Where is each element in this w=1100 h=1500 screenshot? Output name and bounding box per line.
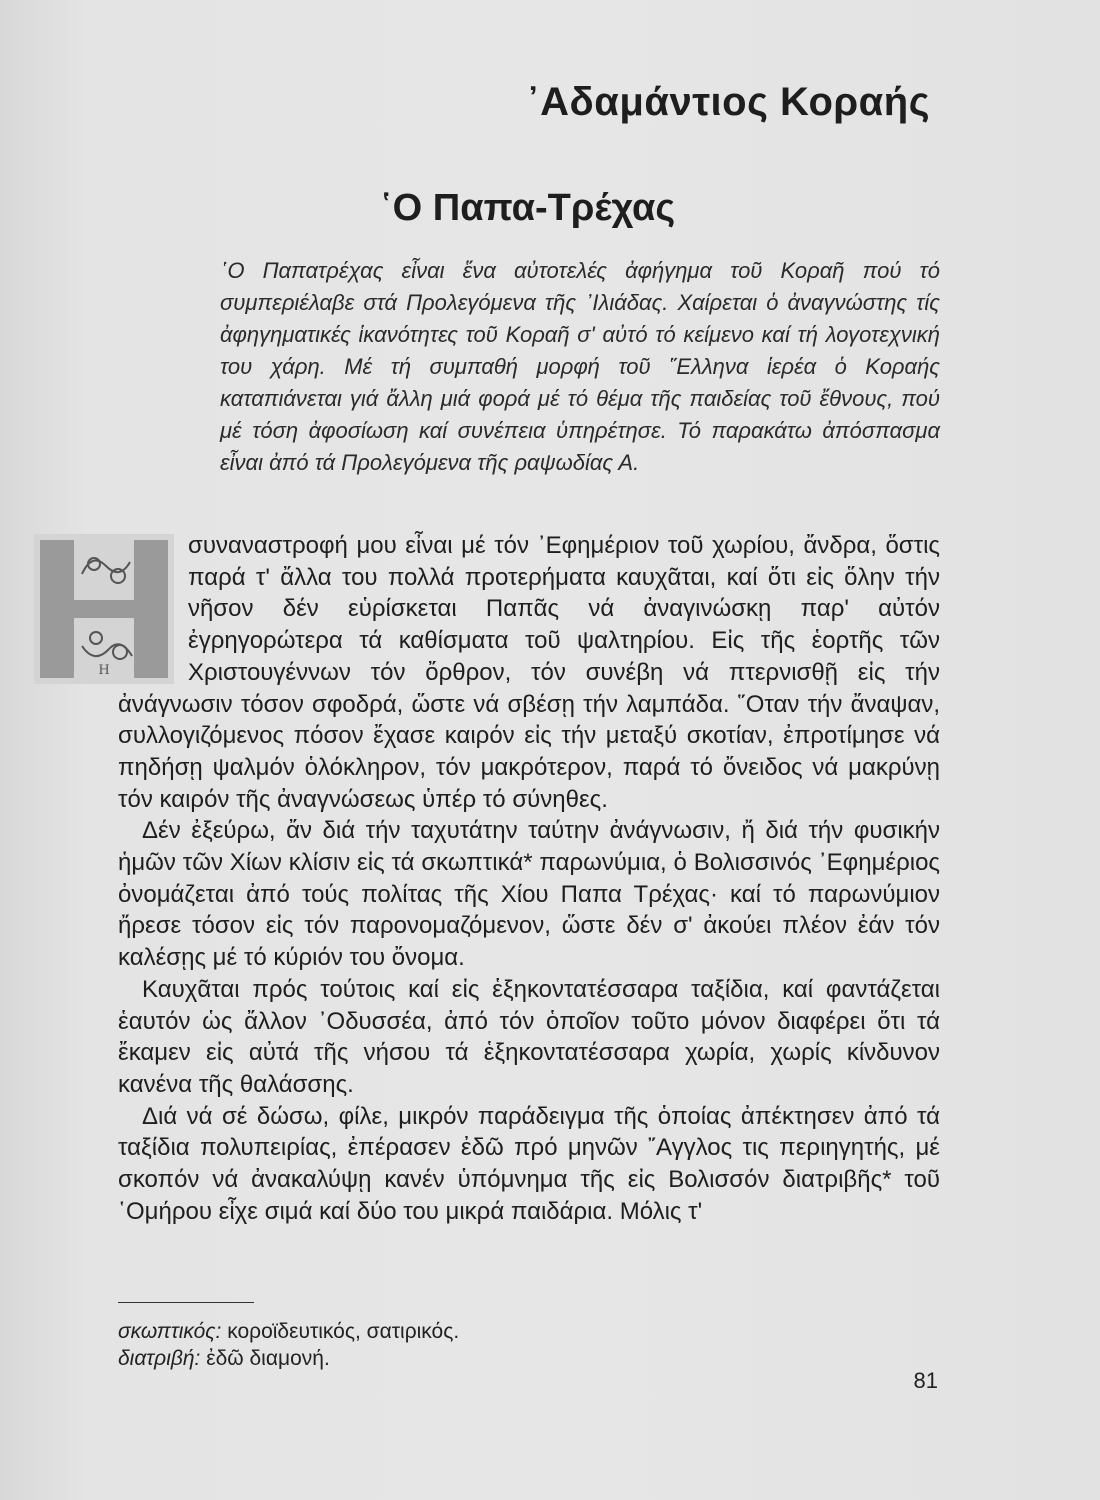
decorative-initial-eta	[34, 534, 174, 684]
footnote-term: διατριβή:	[118, 1347, 201, 1370]
footnote-1	[118, 1318, 818, 1345]
footnote-definition: ἐδῶ διαμονή.	[206, 1347, 330, 1370]
paragraph-3: Καυχᾶται πρός τούτοις καί εἰς ἑξηκοντατέσσαρα ταξίδια, καί φαντάζεται ἑαυτόν ὡς ἄλλον ᾿Οδυσσέα, ἀπό τόν ὁποῖον τοῦτο μόνον διαφέρει ὅτι τά ἔκαμεν εἰς αὐτά τῆς νήσου τά ἑξηκοντατέσσαρα χωρία, χωρίς κίνδυνον κανένα τῆς θαλάσσης.	[118, 975, 940, 1098]
footnote-definition: κοροϊδευτικός, σατιρικός.	[227, 1320, 460, 1343]
paragraph-4: Διά νά σέ δώσω, φίλε, μικρόν παράδειγμα τῆς ὁποίας ἀπέκτησεν ἀπό τά ταξίδια πολυπειρίας, ἐπέρασεν ἐδῶ πρό μηνῶν ῎Αγγλος τις περιηγητής, μέ σκοπόν νά ἀνακαλύψῃ κανέν ὑπόμνημα τῆς εἰς Βολισσόν διατριβῆς* τοῦ ῾Ομήρου εἶχε σιμά καί δύο του μικρά παιδάρια. Μόλις τ'	[118, 1102, 940, 1225]
paragraph-1	[98, 530, 940, 815]
author-name: ᾿Αδαμάντιος Κοραής	[526, 80, 930, 124]
page-title: ῾Ο Παπα-Τρέχας	[380, 187, 676, 229]
main-text	[98, 530, 940, 1227]
paragraph-2: Δέν ἐξεύρω, ἄν διά τήν ταχυτάτην ταύτην ἀνάγνωσιν, ἤ διά τήν φυσικήν ἡμῶν τῶν Χίων κλίσιν εἰς τά σκωπτικά* παρωνύμια, ὁ Βολισσινός ᾿Εφημέριος ὀνομάζεται ἀπό τούς πολίτας τῆς Χίου Παπα Τρέχας· καί τό παρωνύμιον ἤρεσε τόσον εἰς τόν παρονομαζόμενον, ὥστε δέν σ' ἀκούει πλέον ἐάν τόν καλέσῃς μέ τό κύριόν του ὄνομα.	[118, 817, 940, 972]
footnotes	[118, 1318, 818, 1372]
intro-paragraph: ῾Ο Παπατρέχας εἶναι ἕνα αὐτοτελές ἀφήγημα τοῦ Κοραῆ πού τό συμπεριέλαβε στά Προλεγόμενα τῆς ᾿Ιλιάδας. Χαίρεται ὁ ἀναγνώστης τίς ἀφηγηματικές ἱκανότητες τοῦ Κοραῆ σ' αὐτό τό κείμενο καί τή λογοτεχνική του χάρη. Μέ τή συμπαθή μορφή τοῦ ῞Ελληνα ἱερέα ὁ Κοραής καταπιάνεται γιά ἄλλη μιά φορά μέ τό θέμα τῆς παιδείας τοῦ ἔθνους, πού μέ τόση ἀφοσίωση καί συνέπεια ὑπηρέτησε. Τό παρακάτω ἀπόσπασμα εἶναι ἀπό τά Προλεγόμενα τῆς ραψωδίας Α.	[220, 258, 940, 475]
page-number: 81	[913, 1368, 938, 1393]
footnote-2	[118, 1345, 818, 1372]
paragraph-1-text: συναναστροφή μου εἶναι μέ τόν ᾿Εφημέριον τοῦ χωρίου, ἄνδρα, ὅστις παρά τ' ἄλλα του πολλά προτερήματα καυχᾶται, καί ὅτι εἰς ὅλην τήν νῆσον δέν εὑρίσκεται Παπᾶς νά ἀναγινώσκῃ παρ' αὐτόν ἐγρηγορώτερα τά καθίσματα τοῦ ψαλτηρίου. Εἰς τῆς ἑορτῆς τῶν Χριστουγέννων τόν ὄρθρον, τόν συνέβη νά πτερνισθῇ εἰς τήν ἀνάγνωσιν τόσον σφοδρά, ὥστε νά σβέσῃ τήν λαμπάδα. ῞Οταν τήν ἄναψαν, συλλογιζόμενος πόσον ἔχασε καιρόν εἰς τήν μεταξύ σκοτίαν, ἐπροτίμησε νά πηδήσῃ ψαλμόν ὁλόκληρον, τόν μακρότερον, παρά τό ὄνειδος νά μακρύνῃ τόν καιρόν τῆς ἀναγνώσεως ὑπέρ τό σύνηθες.	[118, 532, 940, 813]
footnote-term: σκωπτικός:	[118, 1320, 222, 1343]
svg-text:Η: Η	[98, 663, 110, 678]
footnote-divider	[118, 1302, 254, 1303]
